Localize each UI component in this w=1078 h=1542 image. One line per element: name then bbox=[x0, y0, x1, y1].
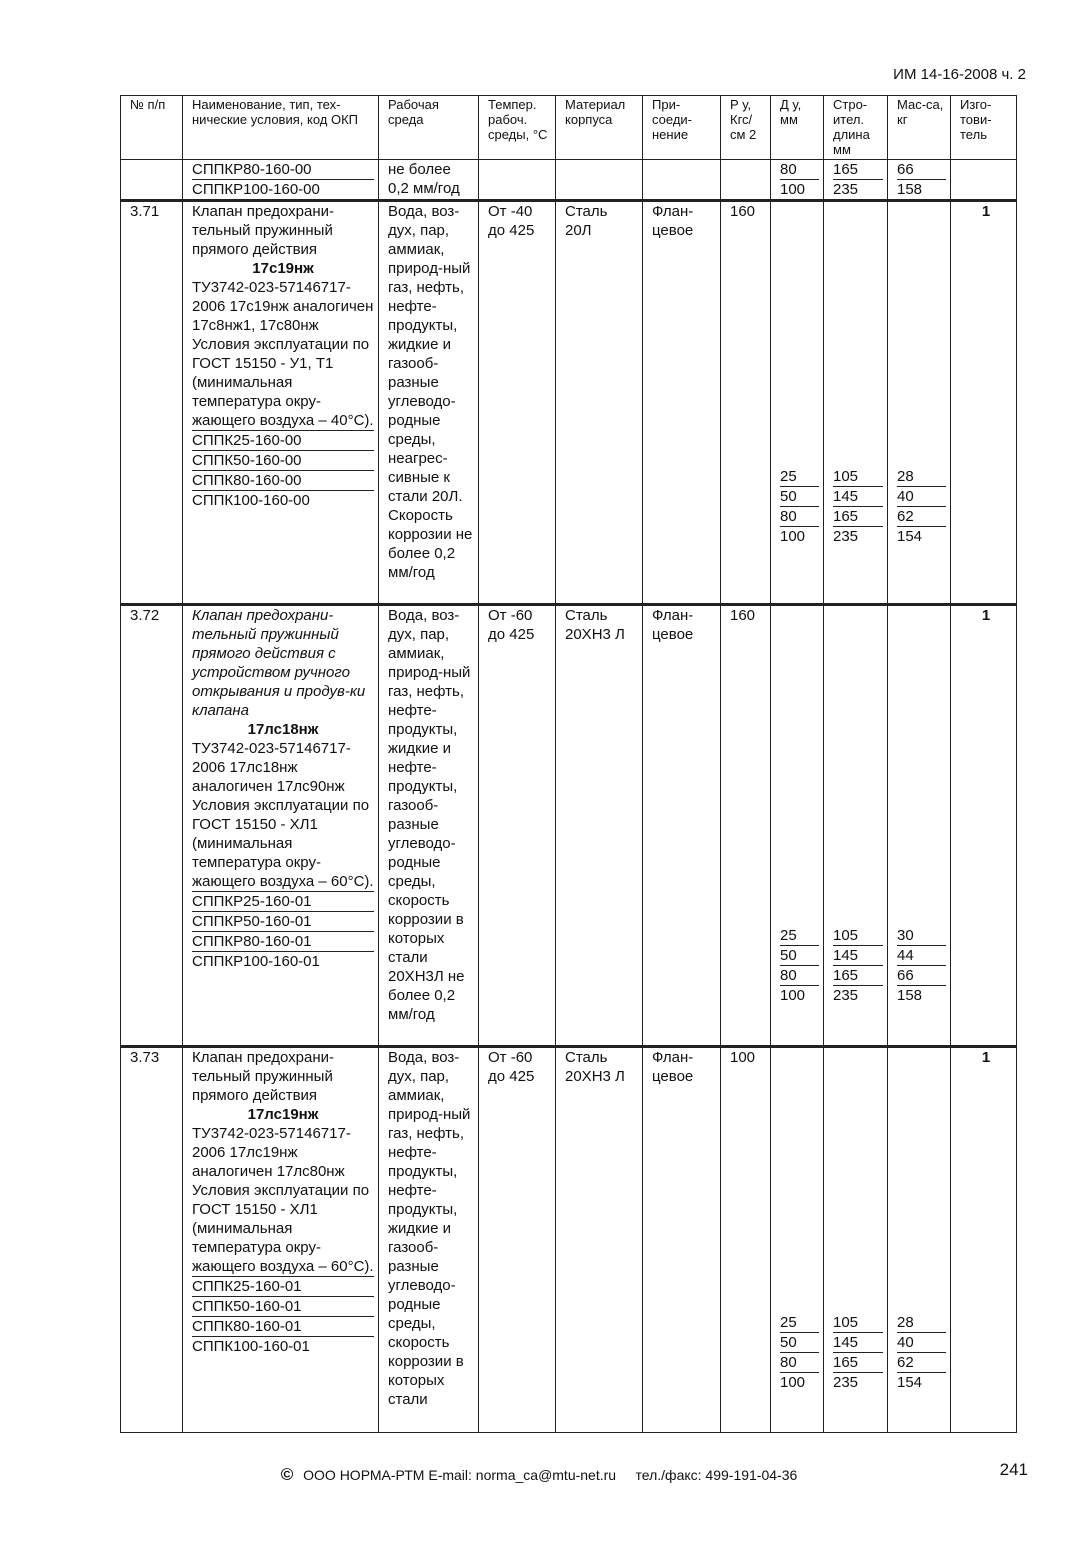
temperature-cell: От -60 до 425 bbox=[479, 605, 556, 1047]
mass-value: 154 bbox=[897, 1374, 923, 1391]
dn-value: 25 bbox=[780, 926, 819, 946]
col-header: Наименование, тип, тех-нические условия, код ОКП bbox=[183, 96, 379, 160]
mass-value: 66 bbox=[897, 160, 946, 180]
model-list bbox=[183, 160, 379, 201]
length-value: 105 bbox=[833, 1313, 883, 1333]
spec-table bbox=[120, 95, 1017, 1433]
length-cell bbox=[824, 201, 888, 605]
table-header-row bbox=[121, 96, 1017, 160]
entry-number: 3.71 bbox=[121, 201, 183, 605]
manufacturer-cell: 1 bbox=[951, 1047, 1017, 1433]
model-name: СППК50-160-00 bbox=[192, 451, 374, 471]
col-header: № п/п bbox=[121, 96, 183, 160]
length-value: 165 bbox=[833, 160, 883, 180]
valve-type: 17с19нж bbox=[252, 260, 314, 277]
length-value: 235 bbox=[833, 181, 859, 198]
table-row bbox=[121, 605, 1017, 1047]
table-row bbox=[121, 201, 1017, 605]
mass-value: 30 bbox=[897, 926, 946, 946]
model-name: СППК50-160-01 bbox=[192, 1297, 374, 1317]
dn-value: 50 bbox=[780, 487, 819, 507]
model-name: СППК25-160-00 bbox=[192, 431, 374, 451]
model-name: СППКР100-160-00 bbox=[192, 181, 320, 198]
mass-cell bbox=[888, 1047, 951, 1433]
dn-cell bbox=[771, 1047, 824, 1433]
dn-value: 80 bbox=[780, 160, 819, 180]
dn-cell bbox=[771, 201, 824, 605]
dn-value: 25 bbox=[780, 467, 819, 487]
col-header: При-соеди-нение bbox=[643, 96, 721, 160]
pressure-cell: 160 bbox=[721, 201, 771, 605]
description-cell bbox=[183, 201, 379, 605]
model-name: СППК80-160-01 bbox=[192, 1317, 374, 1337]
table-row-continued bbox=[121, 160, 1017, 201]
dn-value: 100 bbox=[780, 1374, 806, 1391]
description-cell bbox=[183, 605, 379, 1047]
mass-value: 28 bbox=[897, 467, 946, 487]
length-value: 235 bbox=[833, 1374, 859, 1391]
mass-value: 62 bbox=[897, 507, 946, 527]
entry-number: 3.72 bbox=[121, 605, 183, 1047]
mass-value: 40 bbox=[897, 1333, 946, 1353]
table-row bbox=[121, 1047, 1017, 1433]
mass-value: 44 bbox=[897, 946, 946, 966]
col-header: Материал корпуса bbox=[556, 96, 643, 160]
length-value: 165 bbox=[833, 507, 883, 527]
col-header: Стро-ител. длина мм bbox=[824, 96, 888, 160]
mass-value: 158 bbox=[897, 181, 923, 198]
dn-value: 80 bbox=[780, 966, 819, 986]
material-cell: Сталь 20ХН3 Л bbox=[556, 605, 643, 1047]
col-header: Темпер. рабоч. среды, °С bbox=[479, 96, 556, 160]
medium-cell: Вода, воз-дух, пар, аммиак, природ-ный газ, нефть, нефте-продукты, нефте-продукты, жидкие и газооб-разные углеводо-родные среды, скорость коррозии в которых стали bbox=[379, 1047, 479, 1433]
connection-cell: Флан-цевое bbox=[643, 605, 721, 1047]
length-value: 235 bbox=[833, 987, 859, 1004]
dn-value: 50 bbox=[780, 1333, 819, 1353]
dn-value: 100 bbox=[780, 528, 806, 545]
model-name: СППК100-160-01 bbox=[192, 1338, 310, 1355]
material-cell: Сталь 20ХН3 Л bbox=[556, 1047, 643, 1433]
model-name: СППКР25-160-01 bbox=[192, 892, 374, 912]
page-number: 241 bbox=[999, 1460, 1028, 1479]
description-details: ТУ3742-023-57146717-2006 17с19нж аналогичен 17с8нж1, 17с80нж Условия эксплуатации по ГОСТ 15150 - У1, Т1 (минимальная температура окру-жающего воздуха – 40°С). bbox=[192, 279, 374, 429]
model-name: СППКР50-160-01 bbox=[192, 912, 374, 932]
connection-cell: Флан-цевое bbox=[643, 201, 721, 605]
dn-value: 80 bbox=[780, 1353, 819, 1373]
footer bbox=[0, 1465, 1078, 1485]
description-details: ТУ3742-023-57146717-2006 17лс19нж аналогичен 17лс80нж Условия эксплуатации по ГОСТ 15150 - ХЛ1 (минимальная температура окру-жающего воздуха – 60°С). bbox=[192, 1125, 374, 1275]
mass-value: 28 bbox=[897, 1313, 946, 1333]
length-value: 145 bbox=[833, 1333, 883, 1353]
model-name: СППКР100-160-01 bbox=[192, 953, 320, 970]
mass-cell bbox=[888, 605, 951, 1047]
dn-value: 100 bbox=[780, 987, 806, 1004]
length-value: 145 bbox=[833, 946, 883, 966]
material-cell: Сталь 20Л bbox=[556, 201, 643, 605]
dn-value: 100 bbox=[780, 181, 806, 198]
copyright-icon: © bbox=[280, 1465, 294, 1484]
col-header: Рабочая среда bbox=[379, 96, 479, 160]
model-name: СППКР80-160-00 bbox=[192, 160, 374, 180]
col-header: Изго-тови-тель bbox=[951, 96, 1017, 160]
medium-cell: Вода, воз-дух, пар, аммиак, природ-ный газ, нефть, нефте-продукты, жидкие и нефте-продукты, газооб-разные углеводо-родные среды, скорость коррозии в которых стали 20ХН3Л не более 0,2 мм/год bbox=[379, 605, 479, 1047]
manufacturer-cell: 1 bbox=[951, 201, 1017, 605]
mass-cell bbox=[888, 160, 951, 201]
temperature-cell: От -40 до 425 bbox=[479, 201, 556, 605]
model-name: СППКР80-160-01 bbox=[192, 932, 374, 952]
description-cell bbox=[183, 1047, 379, 1433]
document-id: ИМ 14-16-2008 ч. 2 bbox=[893, 66, 1026, 83]
dn-value: 50 bbox=[780, 946, 819, 966]
connection-cell: Флан-цевое bbox=[643, 1047, 721, 1433]
footer-phone: тел./факс: 499-191-04-36 bbox=[635, 1467, 798, 1483]
manufacturer-cell: 1 bbox=[951, 605, 1017, 1047]
length-value: 235 bbox=[833, 528, 859, 545]
col-header: Мас-са, кг bbox=[888, 96, 951, 160]
pressure-cell: 160 bbox=[721, 605, 771, 1047]
model-name: СППК25-160-01 bbox=[192, 1277, 374, 1297]
length-value: 165 bbox=[833, 966, 883, 986]
col-header: Р у, Кгс/ см 2 bbox=[721, 96, 771, 160]
length-value: 105 bbox=[833, 926, 883, 946]
model-name: СППК100-160-00 bbox=[192, 492, 310, 509]
valve-type: 17лс18нж bbox=[247, 721, 319, 738]
col-header: Д у, мм bbox=[771, 96, 824, 160]
dn-cell bbox=[771, 605, 824, 1047]
mass-value: 66 bbox=[897, 966, 946, 986]
footer-org: ООО НОРМА-РТМ bbox=[303, 1467, 425, 1483]
length-value: 105 bbox=[833, 467, 883, 487]
dn-value: 25 bbox=[780, 1313, 819, 1333]
model-name: СППК80-160-00 bbox=[192, 471, 374, 491]
mass-cell bbox=[888, 201, 951, 605]
length-value: 145 bbox=[833, 487, 883, 507]
footer-email: E-mail: norma_ca@mtu-net.ru bbox=[428, 1467, 617, 1483]
mass-value: 40 bbox=[897, 487, 946, 507]
length-cell bbox=[824, 160, 888, 201]
medium-cell: не более 0,2 мм/год bbox=[379, 160, 479, 201]
description-details: ТУ3742-023-57146717-2006 17лс18нж аналогичен 17лс90нж Условия эксплуатации по ГОСТ 15150 - ХЛ1 (минимальная температура окру-жающего воздуха – 60°С). bbox=[192, 740, 374, 890]
medium-cell: Вода, воз-дух, пар, аммиак, природ-ный газ, нефть, нефте-продукты, жидкие и газооб-разные углеводо-родные среды, неагрес-сивные к стали 20Л. Скорость коррозии не более 0,2 мм/год bbox=[379, 201, 479, 605]
length-cell bbox=[824, 1047, 888, 1433]
mass-value: 154 bbox=[897, 528, 923, 545]
length-value: 165 bbox=[833, 1353, 883, 1373]
dn-value: 80 bbox=[780, 507, 819, 527]
mass-value: 158 bbox=[897, 987, 923, 1004]
description-text: Клапан предохрани-тельный пружинный прямого действия bbox=[192, 203, 334, 258]
description-text: Клапан предохрани-тельный пружинный прямого действия bbox=[192, 1049, 334, 1104]
pressure-cell: 100 bbox=[721, 1047, 771, 1433]
dn-cell bbox=[771, 160, 824, 201]
mass-value: 62 bbox=[897, 1353, 946, 1373]
length-cell bbox=[824, 605, 888, 1047]
description-text: Клапан предохрани-тельный пружинный прямого действия с устройством ручного открывания и продув-ки клапана bbox=[192, 607, 366, 719]
valve-type: 17лс19нж bbox=[247, 1106, 319, 1123]
entry-number: 3.73 bbox=[121, 1047, 183, 1433]
temperature-cell: От -60 до 425 bbox=[479, 1047, 556, 1433]
